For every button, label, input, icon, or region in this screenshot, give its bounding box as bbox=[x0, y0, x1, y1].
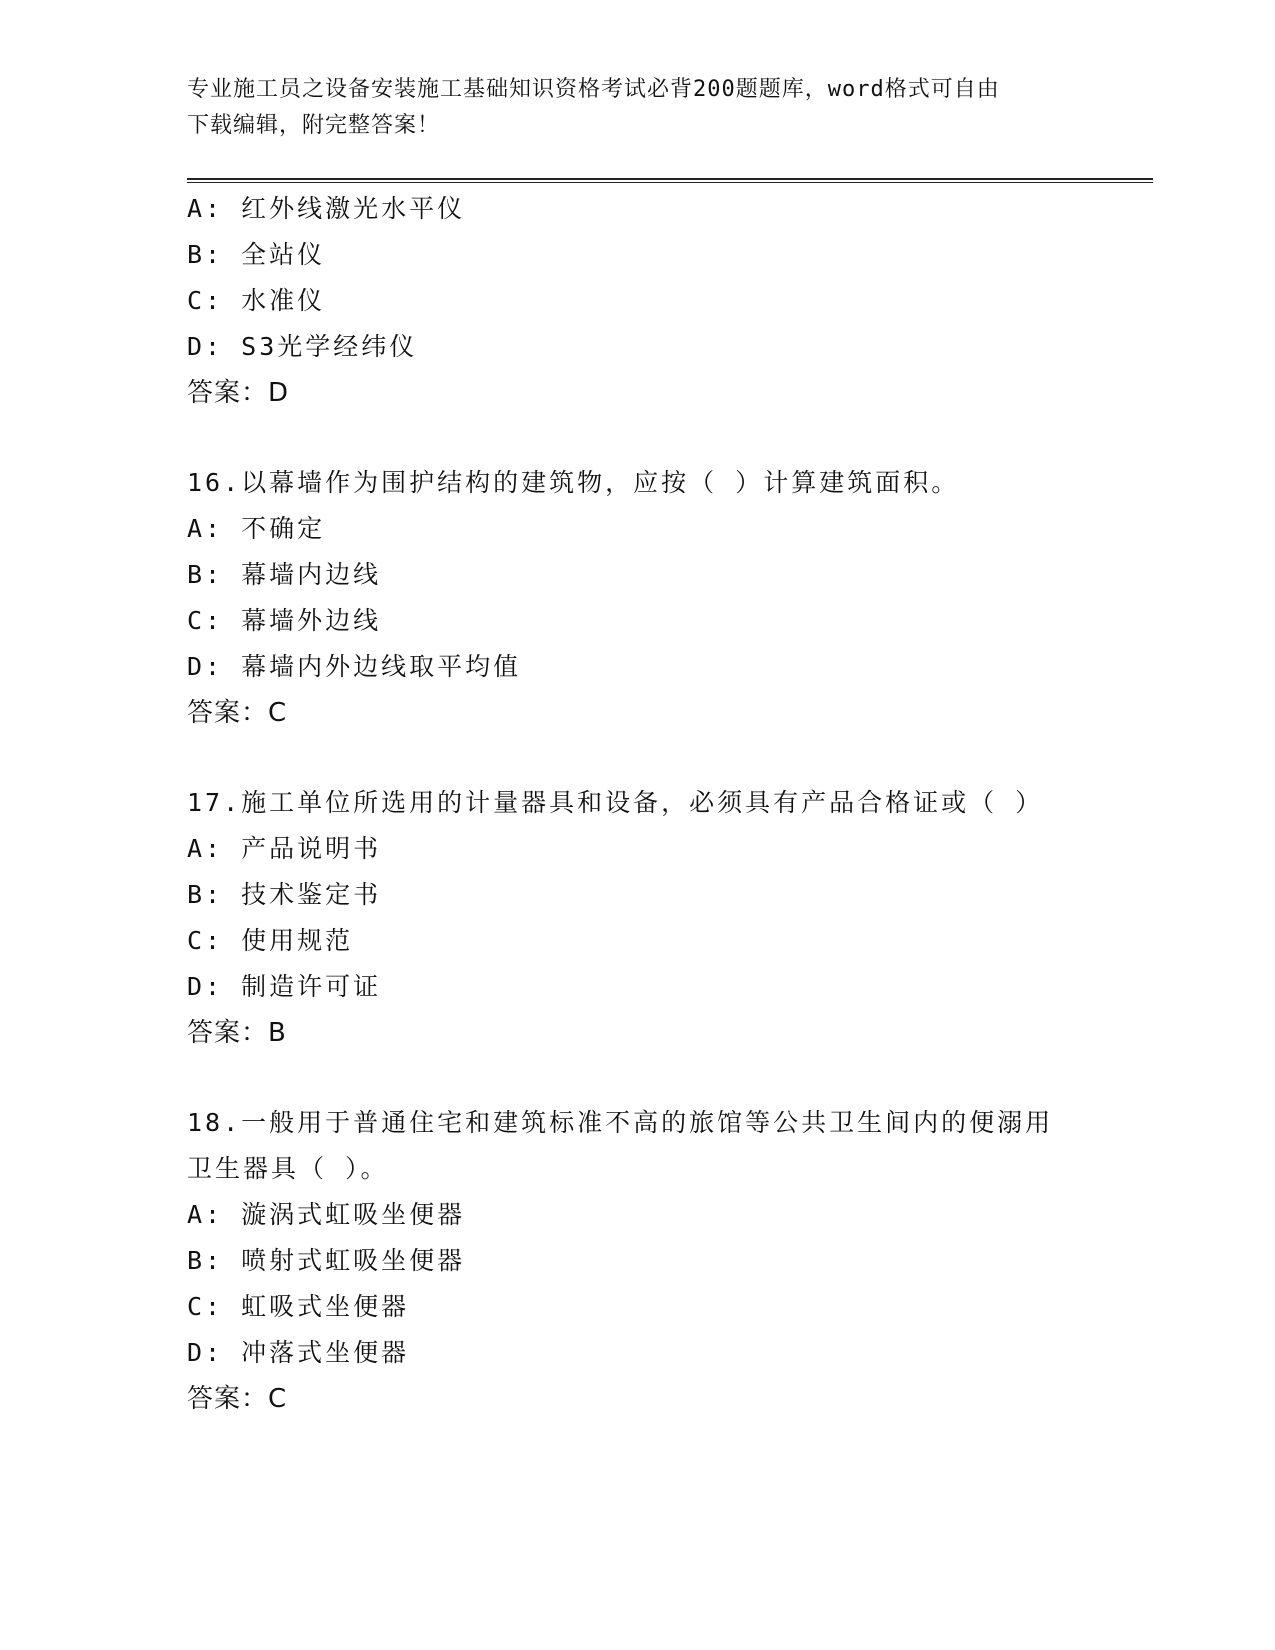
question-list bbox=[187, 186, 1087, 1422]
option-b: B: 喷射式虹吸坐便器 bbox=[187, 1246, 466, 1275]
header-line-1: 专业施工员之设备安装施工基础知识资格考试必背200题题库，word格式可自由 bbox=[187, 77, 1000, 102]
option-d: D: 冲落式坐便器 bbox=[187, 1338, 410, 1367]
option-d: D: S3光学经纬仪 bbox=[187, 332, 418, 361]
option-d: D: 幕墙内外边线取平均值 bbox=[187, 652, 522, 681]
header-divider bbox=[187, 178, 1153, 183]
option-c: C: 虹吸式坐便器 bbox=[187, 1292, 410, 1321]
option-b: B: 全站仪 bbox=[187, 240, 326, 269]
option-b: B: 幕墙内边线 bbox=[187, 560, 382, 589]
option-a: A: 红外线激光水平仪 bbox=[187, 194, 466, 223]
option-a: A: 不确定 bbox=[187, 514, 326, 543]
question-17 bbox=[187, 780, 1087, 1056]
option-c: C: 幕墙外边线 bbox=[187, 606, 382, 635]
answer: 答案：C bbox=[187, 1384, 288, 1414]
option-b: B: 技术鉴定书 bbox=[187, 880, 382, 909]
option-c: C: 水准仪 bbox=[187, 286, 326, 315]
header-line-2: 下载编辑，附完整答案！ bbox=[187, 113, 441, 138]
question-stem: 16.以幕墙作为围护结构的建筑物，应按（ ）计算建筑面积。 bbox=[187, 468, 960, 497]
option-a: A: 漩涡式虹吸坐便器 bbox=[187, 1200, 466, 1229]
option-c: C: 使用规范 bbox=[187, 926, 354, 955]
spacer bbox=[187, 416, 1087, 460]
answer: 答案：D bbox=[187, 378, 290, 408]
question-15 bbox=[187, 186, 1087, 416]
option-d: D: 制造许可证 bbox=[187, 972, 382, 1001]
option-a: A: 产品说明书 bbox=[187, 834, 382, 863]
question-18 bbox=[187, 1100, 1087, 1422]
document-header bbox=[187, 72, 1087, 144]
spacer bbox=[187, 736, 1087, 780]
spacer bbox=[187, 1056, 1087, 1100]
question-16 bbox=[187, 460, 1087, 736]
answer: 答案：B bbox=[187, 1018, 287, 1048]
question-stem: 17.施工单位所选用的计量器具和设备，必须具有产品合格证或（ ） bbox=[187, 788, 1044, 817]
question-stem: 18.一般用于普通住宅和建筑标准不高的旅馆等公共卫生间内的便溺用卫生器具（ ）。 bbox=[187, 1108, 1054, 1183]
answer: 答案：C bbox=[187, 698, 288, 728]
